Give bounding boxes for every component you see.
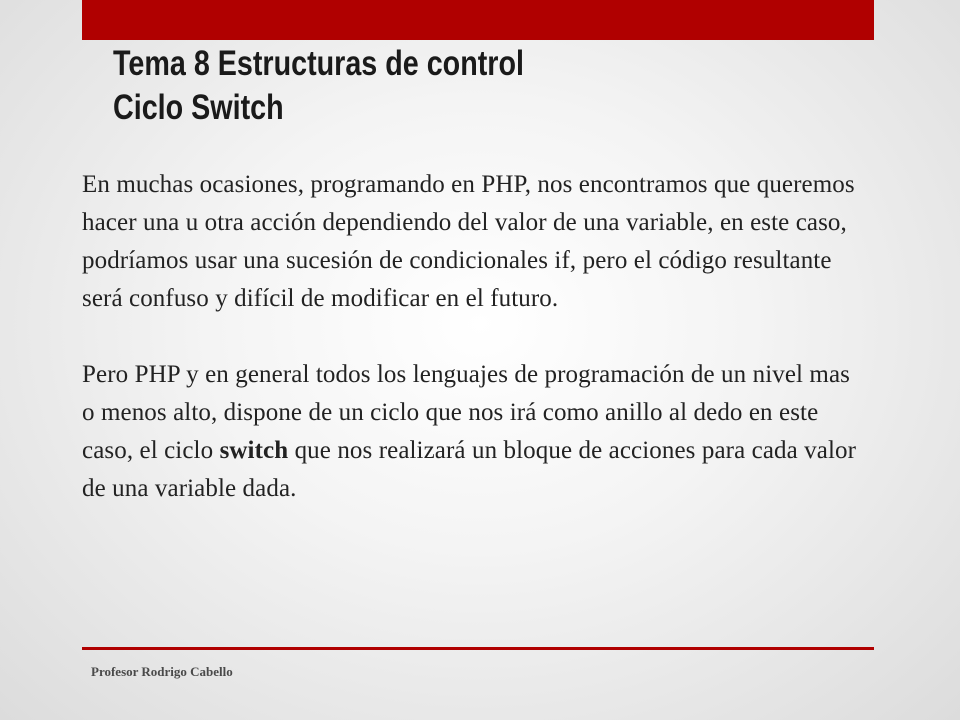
body-paragraph-1: En muchas ocasiones, programando en PHP, nos encontramos que queremos hacer una u otra acción dependiendo del valor de una variable, en este caso, podríamos usar una sucesión de condicionales if, pero el código resultante será confuso y difícil de modificar en el futuro. [82, 171, 855, 312]
switch-keyword: switch [219, 437, 289, 464]
paragraph-2-text-start: Pero PHP y en general todos los lenguajes de programación de un nivel mas o menos alto, dispone de un ciclo que nos irá como anillo al dedo en este caso, el ciclo [82, 361, 851, 464]
slide-title-line2: Ciclo Switch [113, 88, 284, 127]
slide-title-line1: Tema 8 Estructuras de control [113, 44, 524, 83]
top-accent-bar [82, 0, 874, 40]
paragraph-2-text-end: que nos realizará un bloque de acciones para cada valor de una variable dada. [82, 437, 857, 502]
slide-body [82, 166, 857, 508]
footer-divider [82, 647, 874, 650]
body-paragraph-2 [82, 356, 857, 508]
footer-author: Profesor Rodrigo Cabello [91, 664, 233, 679]
slide-title [113, 42, 524, 130]
